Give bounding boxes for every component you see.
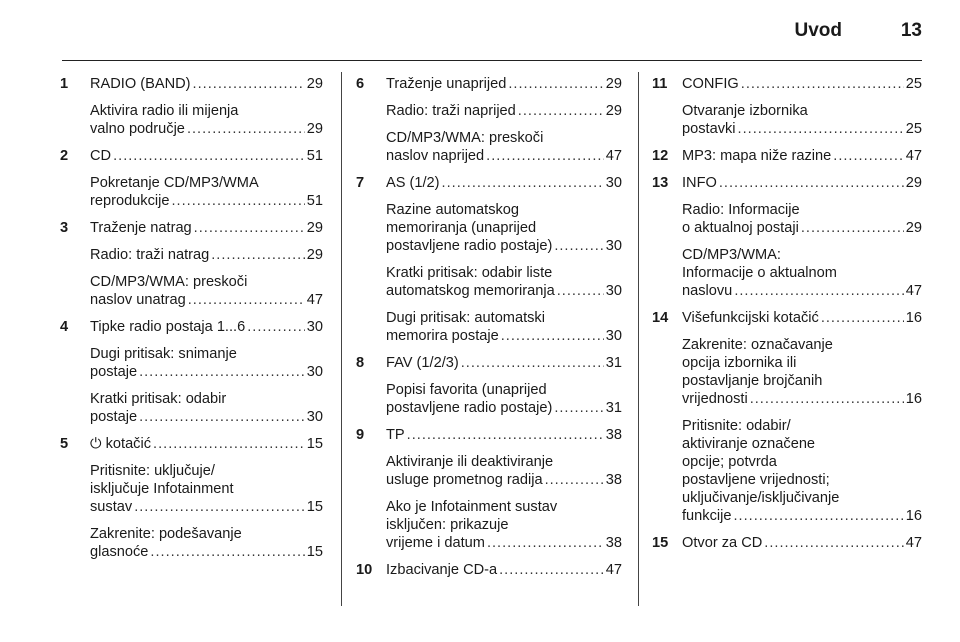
- page-reference: 25: [905, 76, 922, 92]
- dot-leader: [499, 561, 604, 579]
- page-reference: 16: [905, 310, 922, 326]
- dot-leader: [139, 408, 305, 426]
- dot-leader: [738, 120, 904, 138]
- entry-text: Razine automatskog: [386, 202, 520, 218]
- index-subentry: [652, 417, 922, 525]
- index-entry: [652, 174, 922, 192]
- page-reference: 29: [605, 103, 622, 119]
- dot-leader: [486, 147, 604, 165]
- entry-text: naslov naprijed: [386, 148, 485, 164]
- entry-text: Radio: traži naprijed: [386, 103, 516, 119]
- index-subentry: [356, 309, 622, 345]
- entry-text: Ako je Infotainment sustav: [386, 499, 558, 515]
- entry-text: Dugi pritisak: snimanje: [90, 346, 237, 362]
- dot-leader: [113, 147, 305, 165]
- dot-leader: [134, 498, 305, 516]
- index-entry: [60, 318, 323, 336]
- page-reference: 29: [306, 121, 323, 137]
- entry-text: memoriranja (unaprijed: [386, 220, 537, 236]
- index-subentry: [356, 102, 622, 120]
- entry-text: funkcije: [682, 508, 732, 524]
- dot-leader: [247, 318, 305, 336]
- dot-leader: [172, 192, 305, 210]
- index-entry: [60, 219, 323, 237]
- entry-text: Informacije o aktualnom: [682, 265, 837, 281]
- entry-text: FAV (1/2/3): [386, 355, 459, 371]
- index-column-3: [652, 75, 922, 561]
- entry-text: postavljene vrijednosti;: [682, 472, 830, 488]
- entry-number: 7: [356, 175, 365, 191]
- index-subentry: [652, 102, 922, 138]
- entry-text: opcija izbornika ili: [682, 355, 797, 371]
- dot-leader: [407, 426, 604, 444]
- entry-text: Radio: traži natrag: [90, 247, 210, 263]
- dot-leader: [194, 219, 305, 237]
- page-reference: 15: [306, 436, 323, 452]
- index-entry: [652, 75, 922, 93]
- entry-text: o aktualnoj postaji: [682, 220, 799, 236]
- entry-text: Višefunkcijski kotačić: [682, 310, 819, 326]
- index-subentry: [356, 264, 622, 300]
- index-subentry: [60, 273, 323, 309]
- entry-text: Kratki pritisak: odabir liste: [386, 265, 553, 281]
- entry-text: Zakrenite: podešavanje: [90, 526, 242, 542]
- entry-text: Izbacivanje CD-a: [386, 562, 498, 578]
- entry-number: 12: [652, 148, 669, 164]
- page-reference: 30: [306, 409, 323, 425]
- index-subentry: [652, 201, 922, 237]
- page-reference: 47: [905, 535, 922, 551]
- entry-text: postavljene radio postaje): [386, 238, 553, 254]
- entry-text: sustav: [90, 499, 133, 515]
- index-subentry: [356, 381, 622, 417]
- index-subentry: [60, 246, 323, 264]
- entry-text: isključen: prikazuje: [386, 517, 509, 533]
- entry-text: Dugi pritisak: automatski: [386, 310, 545, 326]
- entry-text: automatskog memoriranja: [386, 283, 555, 299]
- entry-text: postavljene radio postaje): [386, 400, 553, 416]
- entry-number: 15: [652, 535, 669, 551]
- index-column-1: [60, 75, 323, 570]
- page-reference: 31: [605, 400, 622, 416]
- index-subentry: [60, 174, 323, 210]
- entry-text: vrijeme i datum: [386, 535, 485, 551]
- index-entry: [652, 147, 922, 165]
- page-reference: 38: [605, 472, 622, 488]
- dot-leader: [733, 507, 903, 525]
- dot-leader: [487, 534, 604, 552]
- page-reference: 30: [605, 175, 622, 191]
- page-reference: 29: [306, 220, 323, 236]
- index-subentry: [60, 102, 323, 138]
- entry-text: INFO: [682, 175, 717, 191]
- column-divider: [341, 72, 342, 606]
- dot-leader: [187, 120, 305, 138]
- dot-leader: [741, 75, 904, 93]
- entry-text: glasnoće: [90, 544, 149, 560]
- page-reference: 30: [306, 319, 323, 335]
- page-reference: 16: [905, 391, 922, 407]
- page-reference: 15: [306, 499, 323, 515]
- index-subentry: [356, 201, 622, 255]
- entry-text: ⏻ kotačić: [90, 436, 152, 452]
- entry-text: CD/MP3/WMA: preskoči: [90, 274, 248, 290]
- entry-text: MP3: mapa niže razine: [682, 148, 832, 164]
- entry-number: 14: [652, 310, 669, 326]
- entry-text: reprodukcije: [90, 193, 170, 209]
- page-reference: 31: [605, 355, 622, 371]
- entry-text: naslovu: [682, 283, 733, 299]
- entry-text: Traženje unaprijed: [386, 76, 507, 92]
- index-entry: [356, 75, 622, 93]
- index-column-2: [356, 75, 622, 588]
- page-reference: 47: [605, 562, 622, 578]
- page-reference: 29: [306, 76, 323, 92]
- dot-leader: [557, 282, 604, 300]
- entry-number: 6: [356, 76, 365, 92]
- page-reference: 38: [605, 535, 622, 551]
- entry-text: AS (1/2): [386, 175, 440, 191]
- page-reference: 47: [905, 283, 922, 299]
- dot-leader: [508, 75, 603, 93]
- entry-text: memorira postaje: [386, 328, 499, 344]
- entry-text: Popisi favorita (unaprijed: [386, 382, 547, 398]
- index-entry: [356, 561, 622, 579]
- entry-text: CONFIG: [682, 76, 739, 92]
- page-reference: 29: [905, 220, 922, 236]
- dot-leader: [554, 399, 603, 417]
- page-reference: 29: [605, 76, 622, 92]
- index-subentry: [356, 498, 622, 552]
- entry-text: Otvaranje izbornika: [682, 103, 808, 119]
- entry-text: postaje: [90, 364, 138, 380]
- entry-text: opcije; potvrda: [682, 454, 777, 470]
- entry-text: Traženje natrag: [90, 220, 192, 236]
- page-reference: 30: [306, 364, 323, 380]
- entry-text: Pokretanje CD/MP3/WMA: [90, 175, 259, 191]
- entry-number: 11: [652, 76, 668, 92]
- page-reference: 30: [605, 328, 622, 344]
- entry-text: CD/MP3/WMA:: [682, 247, 781, 263]
- dot-leader: [750, 390, 904, 408]
- entry-text: postaje: [90, 409, 138, 425]
- page-reference: 30: [605, 238, 622, 254]
- page-reference: 16: [905, 508, 922, 524]
- dot-leader: [501, 327, 604, 345]
- entry-text: CD: [90, 148, 112, 164]
- dot-leader: [442, 174, 604, 192]
- entry-text: Pritisnite: uključuje/: [90, 463, 215, 479]
- index-entry: [60, 147, 323, 165]
- page-reference: 47: [306, 292, 323, 308]
- page-reference: 30: [605, 283, 622, 299]
- entry-text: Pritisnite: odabir/: [682, 418, 791, 434]
- entry-text: CD/MP3/WMA: preskoči: [386, 130, 544, 146]
- page-reference: 29: [905, 175, 922, 191]
- index-entry: [356, 354, 622, 372]
- page-header: [0, 0, 960, 62]
- entry-text: Radio: Informacije: [682, 202, 800, 218]
- index-entry: [356, 174, 622, 192]
- page-reference: 47: [905, 148, 922, 164]
- dot-leader: [153, 435, 305, 453]
- entry-number: 8: [356, 355, 365, 371]
- entry-text: uključivanje/isključivanje: [682, 490, 840, 506]
- entry-number: 3: [60, 220, 69, 236]
- dot-leader: [211, 246, 305, 264]
- page-reference: 38: [605, 427, 622, 443]
- entry-number: 1: [60, 76, 69, 92]
- entry-text: Kratki pritisak: odabir: [90, 391, 227, 407]
- page-title: Uvod: [794, 20, 842, 41]
- index-entry: [60, 435, 323, 453]
- index-entry: [60, 75, 323, 93]
- page-reference: 25: [905, 121, 922, 137]
- index-subentry: [356, 453, 622, 489]
- page-reference: 47: [605, 148, 622, 164]
- entry-number: 4: [60, 319, 69, 335]
- index-entry: [652, 534, 922, 552]
- dot-leader: [461, 354, 604, 372]
- index-subentry: [60, 345, 323, 381]
- dot-leader: [545, 471, 604, 489]
- index-entry: [652, 309, 922, 327]
- dot-leader: [554, 237, 603, 255]
- entry-text: valno područje: [90, 121, 185, 137]
- entry-text: usluge prometnog radija: [386, 472, 543, 488]
- page-number: 13: [900, 20, 922, 41]
- entry-number: 13: [652, 175, 669, 191]
- dot-leader: [518, 102, 604, 120]
- page-reference: 15: [306, 544, 323, 560]
- dot-leader: [801, 219, 904, 237]
- entry-text: Otvor za CD: [682, 535, 763, 551]
- entry-text: Tipke radio postaja 1...6: [90, 319, 246, 335]
- page-reference: 51: [306, 193, 323, 209]
- entry-text: TP: [386, 427, 405, 443]
- index-subentry: [60, 462, 323, 516]
- entry-text: aktiviranje označene: [682, 436, 816, 452]
- dot-leader: [193, 75, 305, 93]
- page-reference: 29: [306, 247, 323, 263]
- page-reference: 51: [306, 148, 323, 164]
- entry-text: Aktivira radio ili mijenja: [90, 103, 239, 119]
- entry-text: isključuje Infotainment: [90, 481, 234, 497]
- entry-text: Aktiviranje ili deaktiviranje: [386, 454, 554, 470]
- index-subentry: [60, 525, 323, 561]
- index-subentry: [60, 390, 323, 426]
- column-divider: [638, 72, 639, 606]
- entry-text: vrijednosti: [682, 391, 748, 407]
- dot-leader: [188, 291, 305, 309]
- index-entry: [356, 426, 622, 444]
- dot-leader: [150, 543, 304, 561]
- dot-leader: [719, 174, 904, 192]
- entry-text: naslov unatrag: [90, 292, 186, 308]
- index-subentry: [652, 246, 922, 300]
- index-subentry: [356, 129, 622, 165]
- dot-leader: [821, 309, 904, 327]
- entry-number: 9: [356, 427, 365, 443]
- entry-text: postavljanje brojčanih: [682, 373, 823, 389]
- entry-number: 5: [60, 436, 69, 452]
- dot-leader: [833, 147, 904, 165]
- index-subentry: [652, 336, 922, 408]
- entry-text: postavki: [682, 121, 736, 137]
- entry-number: 2: [60, 148, 69, 164]
- entry-text: Zakrenite: označavanje: [682, 337, 833, 353]
- dot-leader: [764, 534, 903, 552]
- dot-leader: [139, 363, 305, 381]
- entry-number: 10: [356, 562, 373, 578]
- dot-leader: [734, 282, 903, 300]
- header-divider: [62, 60, 922, 61]
- entry-text: RADIO (BAND): [90, 76, 191, 92]
